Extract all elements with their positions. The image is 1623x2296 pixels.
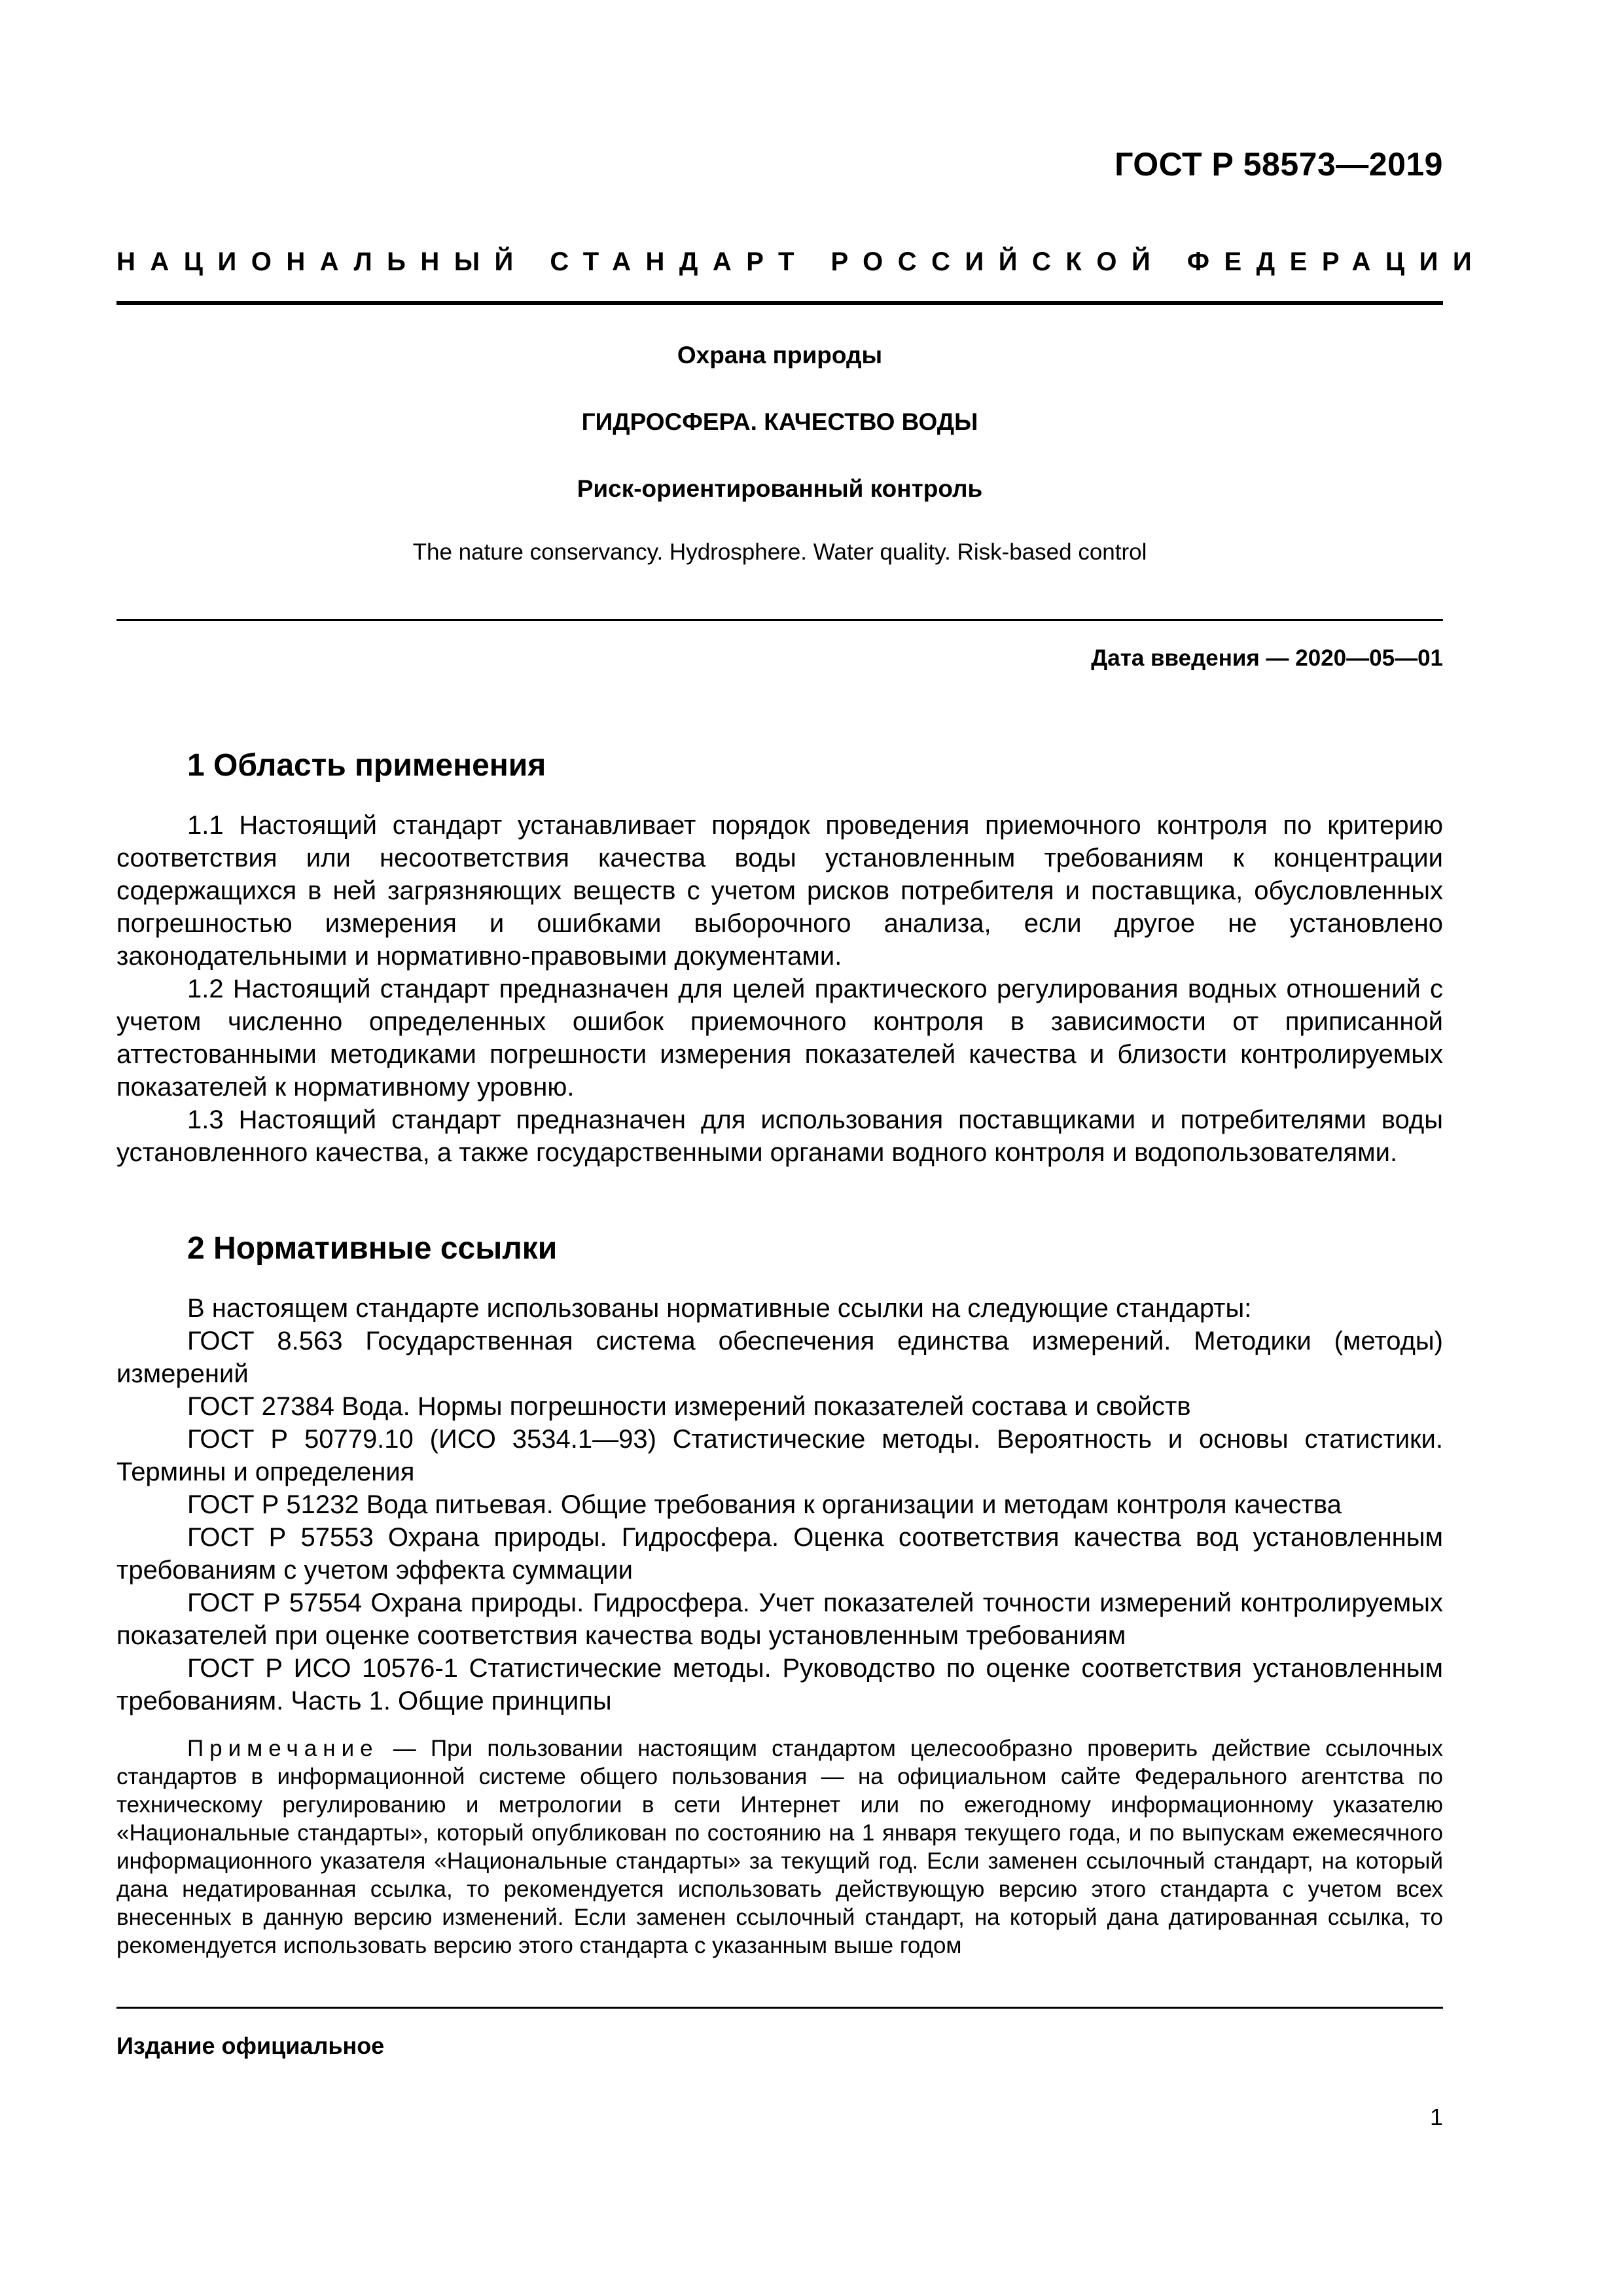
title-line-2: ГИДРОСФЕРА. КАЧЕСТВО ВОДЫ <box>581 408 978 435</box>
note-paragraph <box>116 1734 1443 1960</box>
reference-item: ГОСТ Р 50779.10 (ИСО 3534.1—93) Статистические методы. Вероятность и основы статистики. Термины и определения <box>116 1425 1443 1486</box>
paragraph: В настоящем стандарте использованы нормативные ссылки на следующие стандарты: <box>187 1294 1252 1323</box>
reference-item: ГОСТ Р 57554 Охрана природы. Гидросфера. Учет показателей точности измерений контролируемых показателей при оценке соответствия качества воды установленным требованиям <box>116 1588 1443 1650</box>
note-text: — При пользовании настоящим стандартом целесообразно проверить действие ссылочных стандартов в информационной системе общего пользования — на официальном сайте Федерального агентства по техническому регулированию и метрологии в сети Интернет или по ежегодному информационному указателю «Национальные стандарты», который опубликован по состоянию на 1 января текущего года, и по выпускам ежемесячного информационного указателя «Национальные стандарты» за текущий год. Если заменен ссылочный стандарт, на который дана недатированная ссылка, то рекомендуется использовать действующую версию этого стандарта с учетом всех внесенных в данную версию изменений. Если заменен ссылочный стандарт, на который дана датированная ссылка, то рекомендуется использовать версию этого стандарта с указанным выше годом <box>116 1736 1443 1958</box>
paragraph: 1.3 Настоящий стандарт предназначен для использования поставщиками и потребителями воды установленного качества, а также государственными органами водного контроля и водопользователями. <box>116 1105 1443 1167</box>
standard-number: ГОСТ Р 58573—2019 <box>1115 146 1443 183</box>
reference-item: ГОСТ Р 57553 Охрана природы. Гидросфера. Оценка соответствия качества вод установленным требованиям с учетом эффекта суммации <box>116 1523 1443 1585</box>
reference-item: ГОСТ 8.563 Государственная система обеспечения единства измерений. Методики (методы) измерений <box>116 1327 1443 1388</box>
section-1-body <box>116 809 1443 1169</box>
reference-item: ГОСТ Р ИСО 10576-1 Статистические методы. Руководство по оценке соответствия установленным требованиям. Часть 1. Общие принципы <box>116 1654 1443 1715</box>
english-title: The nature conservancy. Hydrosphere. Water quality. Risk-based control <box>412 539 1147 565</box>
section-2-heading: 2 Нормативные ссылки <box>187 1231 558 1266</box>
introduction-date: Дата введения — 2020—05—01 <box>1091 645 1443 671</box>
national-standard-banner: НАЦИОНАЛЬНЫЙ СТАНДАРТ РОССИЙСКОЙ ФЕДЕРАЦИИ <box>116 247 1487 276</box>
paragraph: 1.2 Настоящий стандарт предназначен для целей практического регулирования водных отношений с учетом численно определенных ошибок приемочного контроля в зависимости от приписанной аттестованными методиками погрешности измерения показателей качества и близости контролируемых показателей к нормативному уровню. <box>116 975 1443 1102</box>
reference-item: ГОСТ 27384 Вода. Нормы погрешности измерений показателей состава и свойств <box>187 1392 1191 1421</box>
section-2-body <box>116 1292 1443 1717</box>
section-1-heading: 1 Область применения <box>187 748 546 783</box>
paragraph: 1.1 Настоящий стандарт устанавливает порядок проведения приемочного контроля по критерию соответствия или несоответствия качества воды установленным требованиям к концентрации содержащихся в ней загрязняющих веществ с учетом рисков потребителя и поставщика, обусловленных погрешностью измерения и ошибками выборочного анализа, если другое не установлено законодательными и нормативно-правовыми документами. <box>116 811 1443 971</box>
title-line-3: Риск-ориентированный контроль <box>577 475 983 502</box>
title-line-1: Охрана природы <box>677 342 883 368</box>
official-edition-label: Издание официальное <box>116 2032 385 2059</box>
note-label: Примечание <box>187 1736 379 1761</box>
title-divider <box>116 619 1443 621</box>
page-number: 1 <box>1429 2104 1443 2130</box>
reference-item: ГОСТ Р 51232 Вода питьевая. Общие требования к организации и методам контроля качества <box>187 1490 1342 1519</box>
footer-divider <box>116 2007 1443 2009</box>
note-block <box>116 1734 1443 1960</box>
header-divider <box>116 301 1443 305</box>
